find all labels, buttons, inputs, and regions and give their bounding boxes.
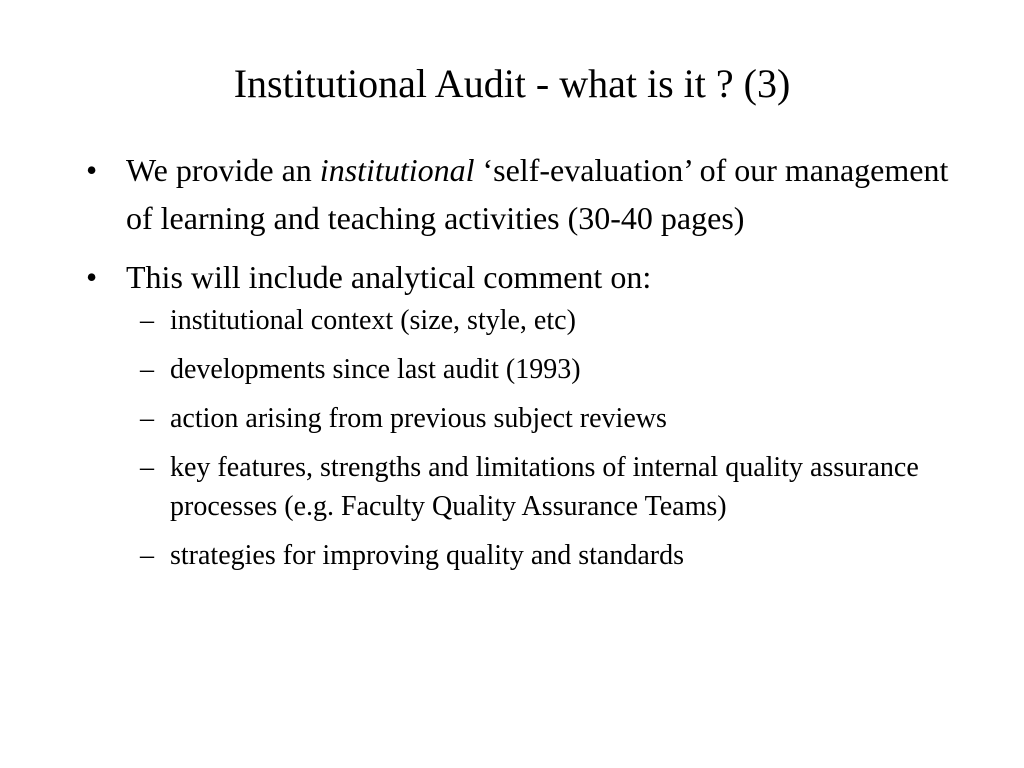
dash-marker: – xyxy=(140,305,154,336)
dash-marker: – xyxy=(140,354,154,385)
bullet-marker: • xyxy=(86,152,98,188)
sub-bullet-text: institutional context (size, style, etc) xyxy=(170,305,576,336)
bullet-list xyxy=(86,146,966,586)
sub-bullet-text: key features, strengths and limitations of internal quality assurance processes (e.g. Faculty Quality Assurance Teams) xyxy=(170,452,919,522)
dash-marker: – xyxy=(140,540,154,571)
dash-marker: – xyxy=(140,403,154,434)
sub-bullet-item xyxy=(126,448,966,526)
dash-marker: – xyxy=(140,452,154,483)
bullet-marker: • xyxy=(86,259,98,295)
sub-bullet-list xyxy=(126,301,966,575)
bullet-text-emphasis: institutional xyxy=(319,152,475,188)
sub-bullet-text: action arising from previous subject reviews xyxy=(170,403,667,434)
bullet-item xyxy=(86,253,966,575)
bullet-text: This will include analytical comment on: xyxy=(126,259,652,295)
slide-title: Institutional Audit - what is it ? (3) xyxy=(233,61,791,106)
sub-bullet-item xyxy=(126,350,966,389)
bullet-text-suffix: ‘self-evaluation’ of our management of learning and teaching activities (30-40 pages) xyxy=(126,152,949,236)
sub-bullet-item xyxy=(126,301,966,340)
sub-bullet-item xyxy=(126,536,966,575)
sub-bullet-text: developments since last audit (1993) xyxy=(170,354,581,385)
bullet-item xyxy=(86,146,966,242)
sub-bullet-item xyxy=(126,399,966,438)
bullet-text-prefix: We provide an xyxy=(126,152,320,188)
sub-bullet-text: strategies for improving quality and standards xyxy=(170,540,684,571)
